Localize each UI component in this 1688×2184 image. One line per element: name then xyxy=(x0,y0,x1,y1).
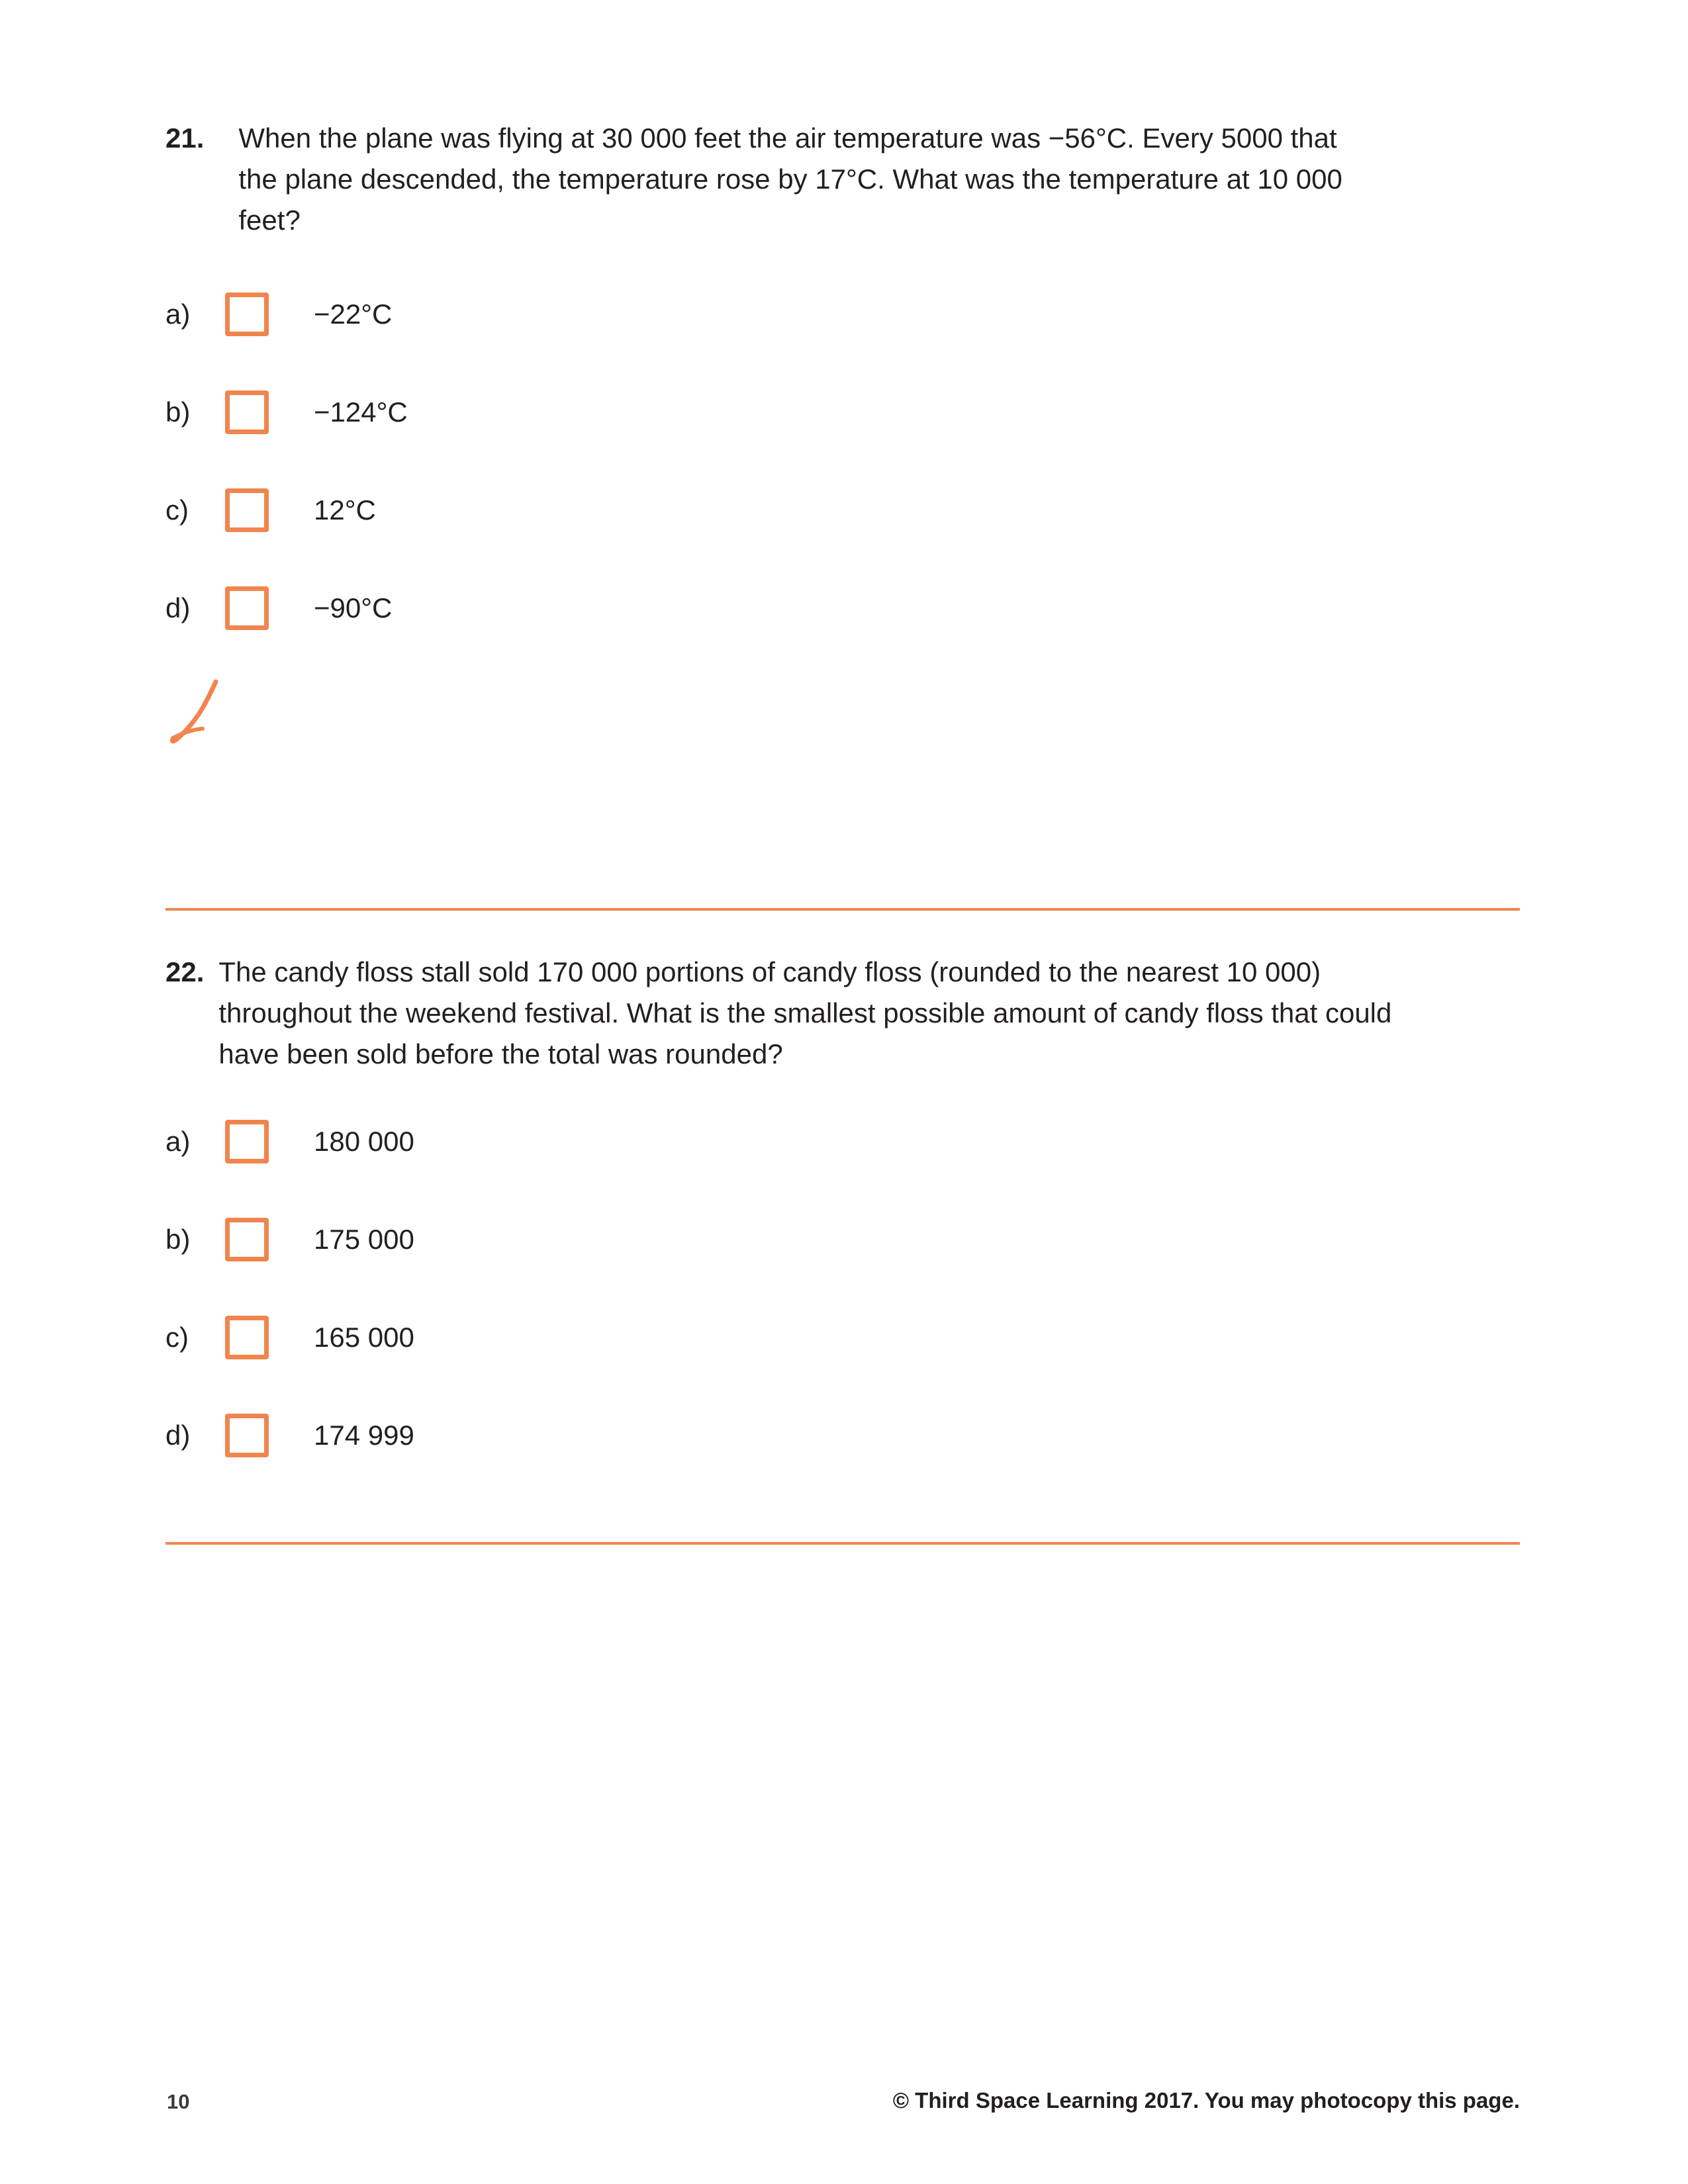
option-row xyxy=(165,1118,414,1165)
section-divider xyxy=(165,908,1520,911)
option-label: 12°C xyxy=(314,494,376,525)
option-letter: a) xyxy=(165,1126,191,1157)
answer-checkbox-22a[interactable] xyxy=(225,1120,269,1163)
option-row xyxy=(165,1412,414,1459)
option-letter: a) xyxy=(165,298,191,330)
hand-drawn-tick-icon xyxy=(164,676,237,748)
option-label: −124°C xyxy=(314,396,408,428)
answer-checkbox-22c[interactable] xyxy=(225,1316,269,1359)
option-letter: d) xyxy=(165,1420,191,1451)
question-21-text: When the plane was flying at 30 000 feet the air temperature was −56°C. Every 5000 that the plane descended, the temperature rose by 17°C. What was the temperature at 10 000 feet? xyxy=(238,122,1342,236)
option-letter: d) xyxy=(165,592,191,623)
answer-checkbox-22b[interactable] xyxy=(225,1218,269,1261)
copyright-notice: © Third Space Learning 2017. You may photocopy this page. xyxy=(892,2088,1520,2113)
question-22-options xyxy=(165,1118,414,1510)
question-22-number: 22. xyxy=(165,956,205,987)
option-label: 174 999 xyxy=(314,1420,414,1451)
page-number: 10 xyxy=(167,2090,190,2113)
option-letter: b) xyxy=(165,1224,191,1255)
option-row xyxy=(165,585,408,631)
section-divider xyxy=(165,1542,1520,1545)
answer-checkbox-21b[interactable] xyxy=(225,390,269,434)
answer-checkbox-21d[interactable] xyxy=(225,586,269,630)
option-row xyxy=(165,1216,414,1263)
question-21 xyxy=(165,118,1350,241)
question-21-options xyxy=(165,291,408,683)
option-row xyxy=(165,1314,414,1361)
option-row xyxy=(165,291,408,338)
answer-checkbox-21a[interactable] xyxy=(225,293,269,336)
option-label: 175 000 xyxy=(314,1224,414,1255)
answer-checkbox-22d[interactable] xyxy=(225,1414,269,1457)
question-22-text: The candy floss stall sold 170 000 portions of candy floss (rounded to the nearest 10 000) throughout the weekend festival. What is the smallest possible amount of candy floss that could have been sold before the total was rounded? xyxy=(218,956,1392,1069)
option-letter: b) xyxy=(165,396,191,428)
option-label: 165 000 xyxy=(314,1322,414,1353)
question-22 xyxy=(165,952,1403,1075)
option-label: 180 000 xyxy=(314,1126,414,1157)
option-letter: c) xyxy=(165,494,189,525)
option-label: −90°C xyxy=(314,592,393,623)
option-label: −22°C xyxy=(314,298,393,330)
answer-checkbox-21c[interactable] xyxy=(225,488,269,532)
option-letter: c) xyxy=(165,1322,189,1353)
option-row xyxy=(165,487,408,533)
question-21-number: 21. xyxy=(165,122,205,154)
option-row xyxy=(165,389,408,435)
